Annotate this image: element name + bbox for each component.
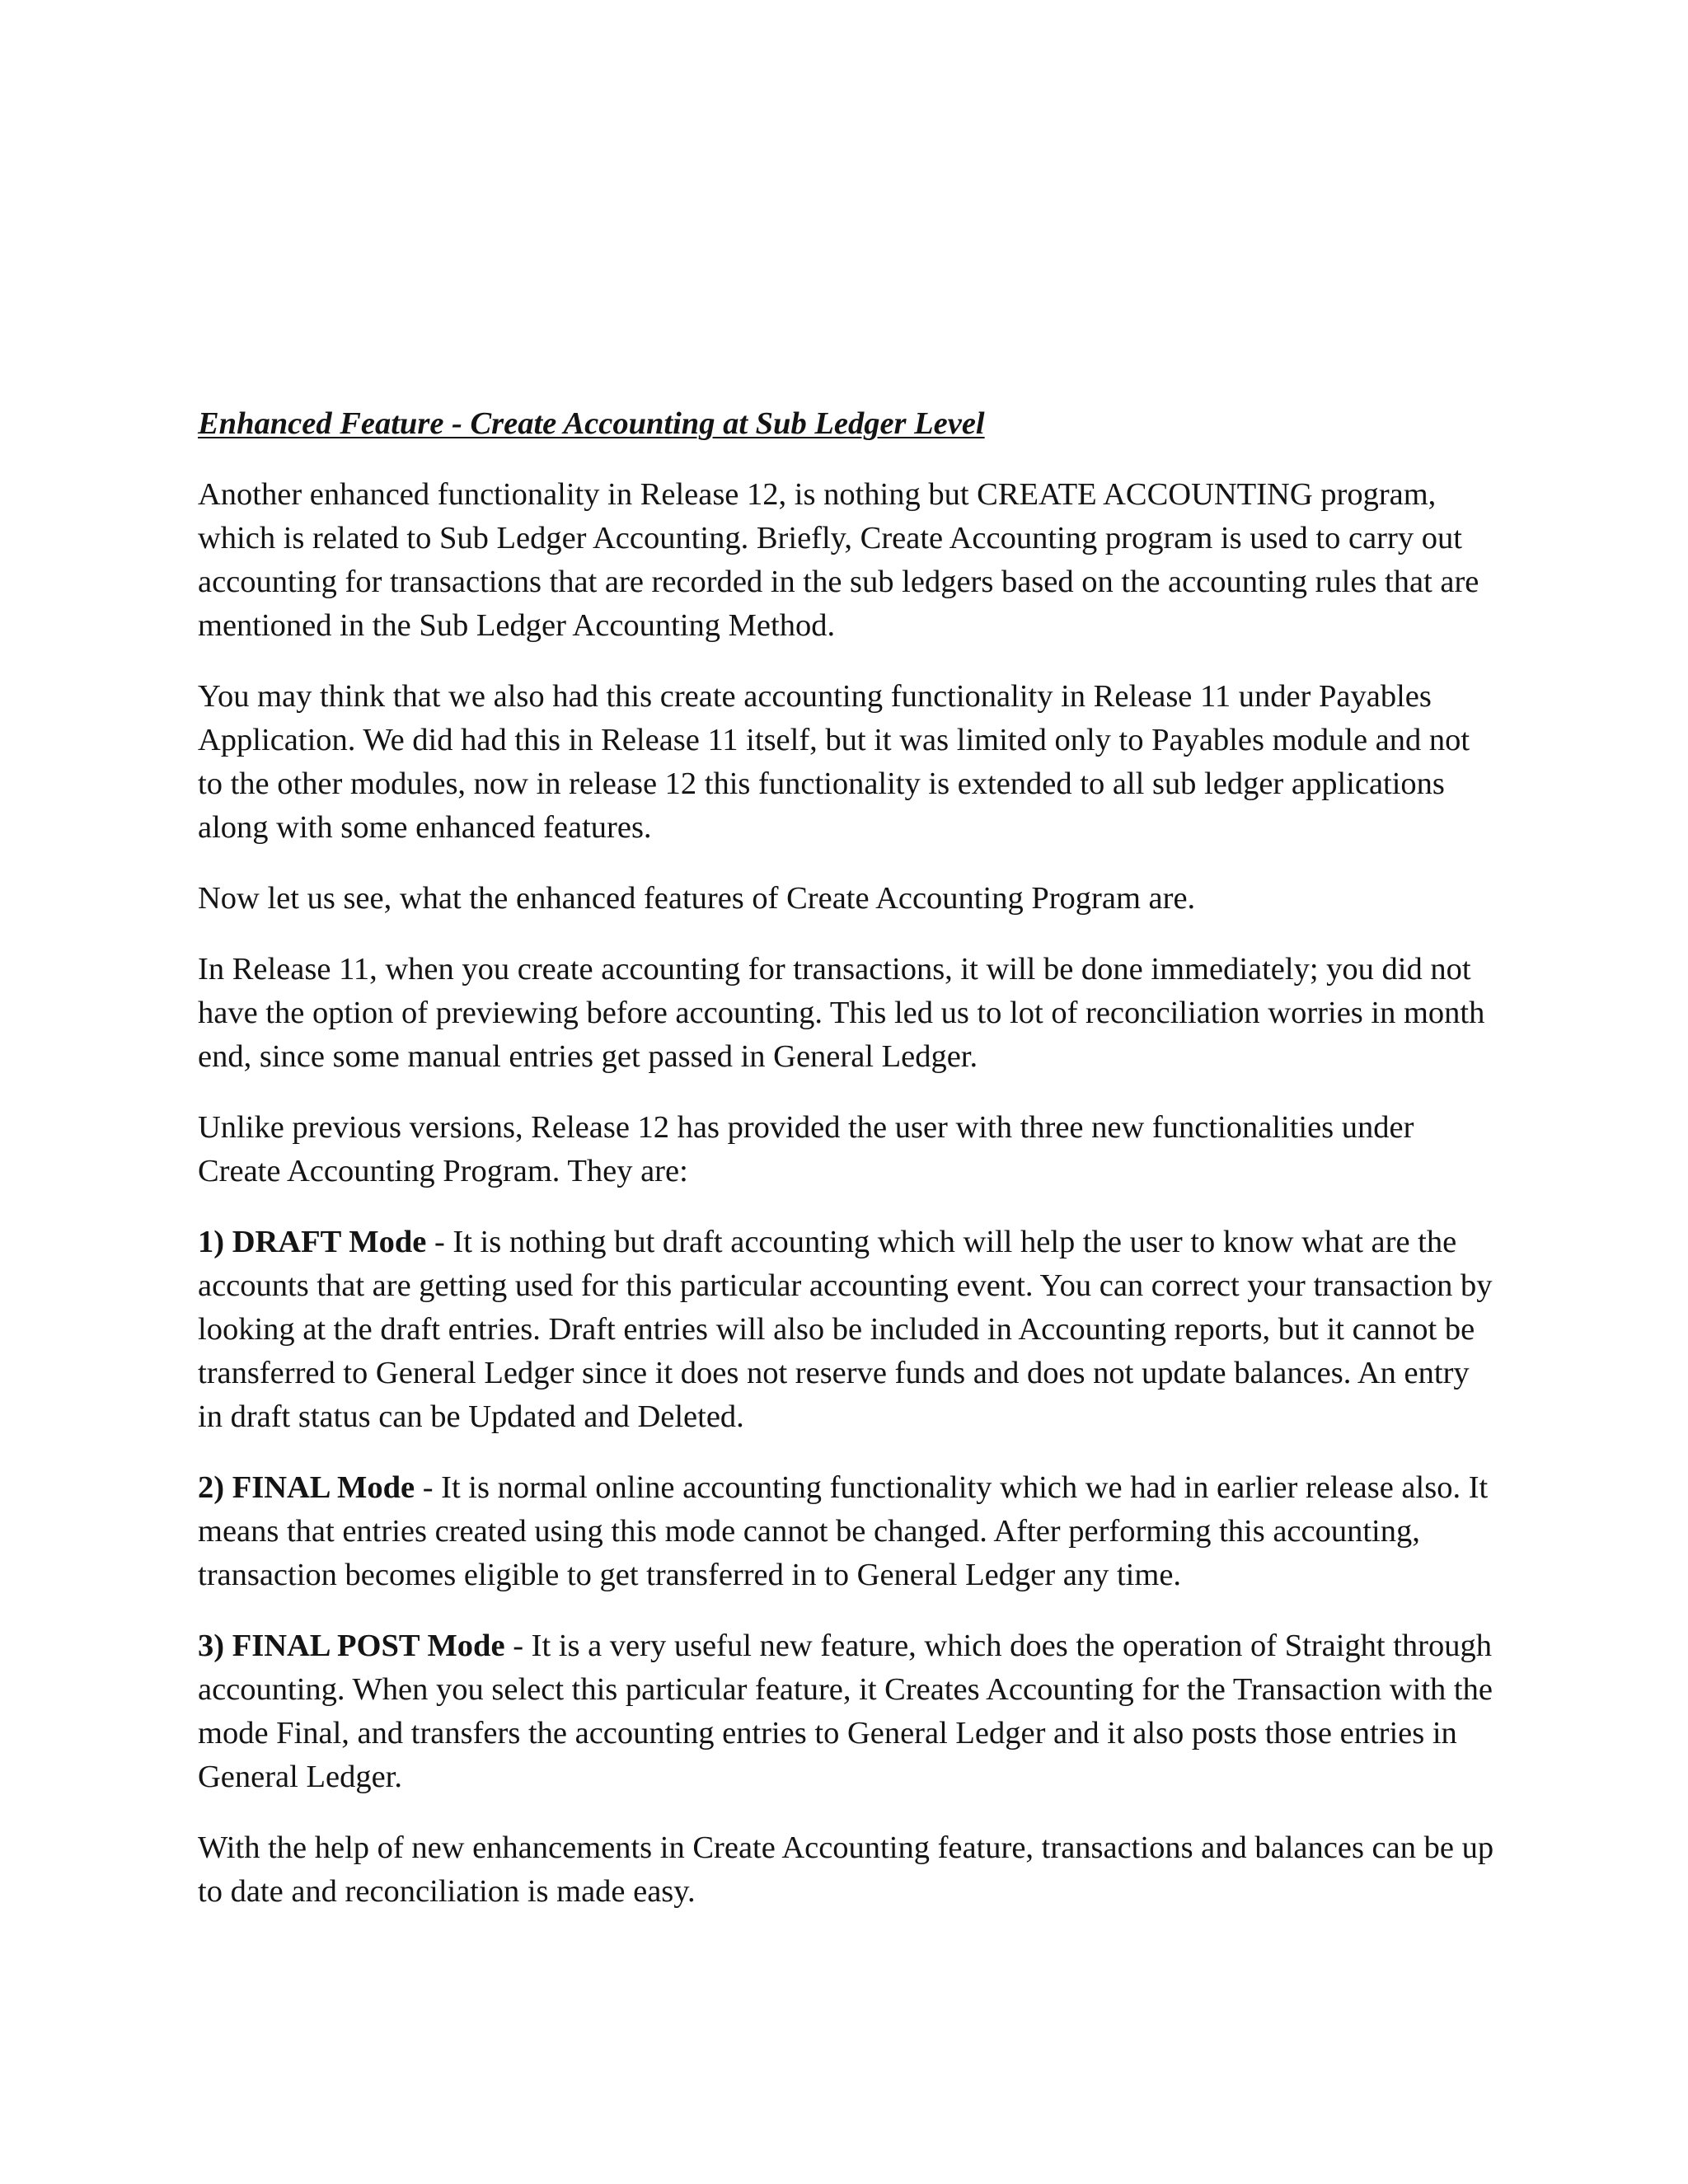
mode-item-draft xyxy=(198,1221,1500,1439)
mode-label-final-post: 3) FINAL POST Mode xyxy=(198,1629,505,1663)
paragraph-previewing: In Release 11, when you create accounting for transactions, it will be done immediately; you did not have the option of previewing before accounting. This led us to lot of reconciliation worries in month end, since some manual entries get passed in General Ledger. xyxy=(198,952,1485,1074)
mode-text-final: - It is normal online accounting functionality which we had in earlier release also. It means that entries created using this mode cannot be changed. After performing this accounting, transaction becomes eligible to get transferred in to General Ledger any time. xyxy=(198,1470,1489,1592)
mode-label-draft: 1) DRAFT Mode xyxy=(198,1225,427,1259)
mode-label-final: 2) FINAL Mode xyxy=(198,1470,415,1505)
paragraph-release-11: You may think that we also had this create accounting functionality in Release 11 under Payables Application. We did had this in Release 11 itself, but it was limited only to Payables module and not to the other modules, now in release 12 this functionality is extended to all sub ledger applications along with some enhanced features. xyxy=(198,679,1470,845)
paragraph-enhanced-features: Now let us see, what the enhanced features of Create Accounting Program are. xyxy=(198,881,1196,916)
mode-text-draft: - It is nothing but draft accounting which will help the user to know what are the accounts that are getting used for this particular accounting event. You can correct your transaction by looking at the draft entries. Draft entries will also be included in Accounting reports, but it cannot be transferred to General Ledger since it does not reserve funds and does not update balances. An entry in draft status can be Updated and Deleted. xyxy=(198,1225,1493,1434)
paragraph-intro: Another enhanced functionality in Release 12, is nothing but CREATE ACCOUNTING program, which is related to Sub Ledger Accounting. Briefly, Create Accounting program is used to carry out accounting for transactions that are recorded in the sub ledgers based on the accounting rules that are mentioned in the Sub Ledger Accounting Method. xyxy=(198,477,1479,643)
paragraph-three-functionalities: Unlike previous versions, Release 12 has provided the user with three new functionalities under Create Accounting Program. They are: xyxy=(198,1110,1414,1188)
paragraph-closing: With the help of new enhancements in Create Accounting feature, transactions and balances can be up to date and reconciliation is made easy. xyxy=(198,1830,1494,1909)
mode-item-final-post xyxy=(198,1624,1500,1799)
mode-item-final xyxy=(198,1466,1500,1597)
document-body xyxy=(198,402,1500,1941)
document-title: Enhanced Feature - Create Accounting at Sub Ledger Level xyxy=(198,406,985,441)
mode-text-final-post: - It is a very useful new feature, which does the operation of Straight through accounting. When you select this particular feature, it Creates Accounting for the Transaction with the mode Final, and transfers the accounting entries to General Ledger and it also posts those entries in General Ledger. xyxy=(198,1629,1493,1794)
